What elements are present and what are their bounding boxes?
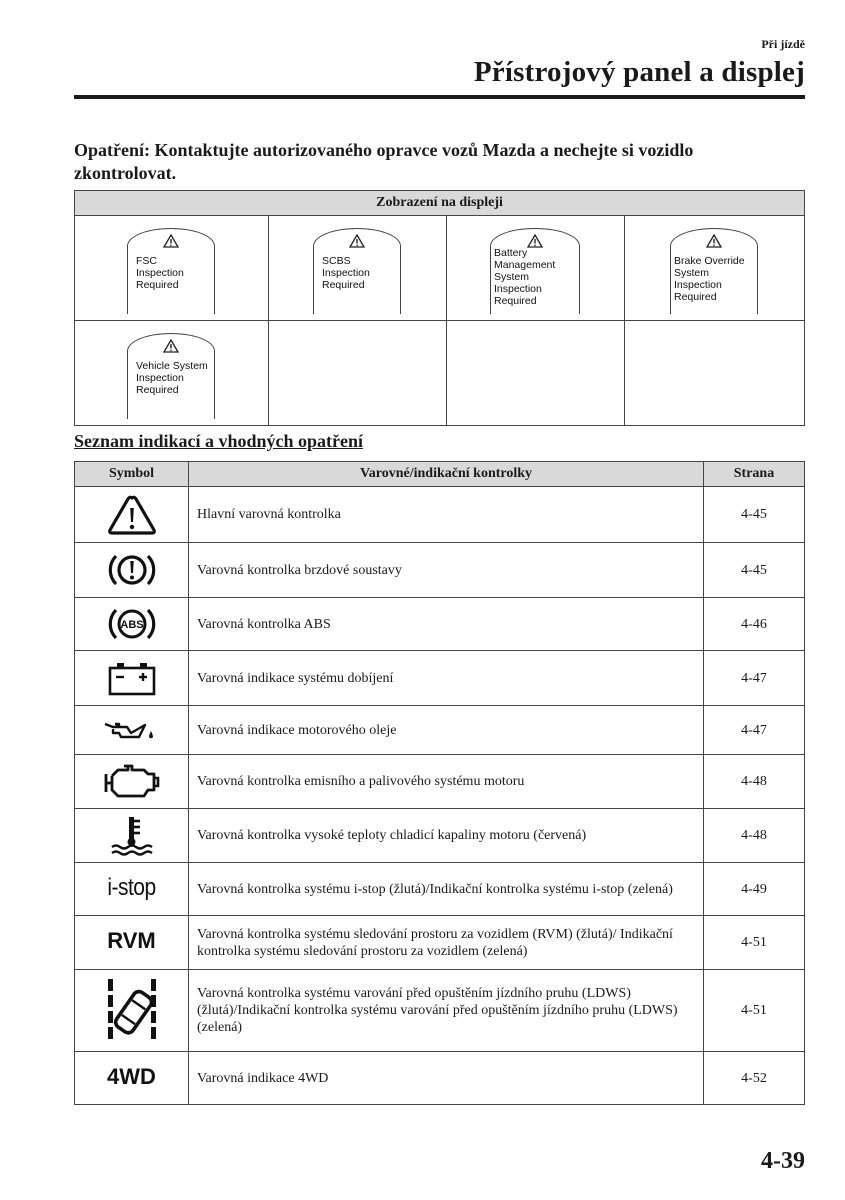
indicator-table-header-row bbox=[75, 462, 805, 487]
display-cell bbox=[75, 216, 269, 321]
display-message-panel bbox=[670, 228, 758, 314]
abs-symbol-text: ABS bbox=[119, 619, 144, 631]
page-cell: 4-52 bbox=[704, 1052, 805, 1105]
master-warning-triangle-icon bbox=[106, 494, 158, 536]
symbol-cell bbox=[75, 543, 189, 598]
list-title: Seznam indikací a vhodných opatření bbox=[74, 431, 364, 451]
description-cell: Varovná kontrolka emisního a palivového systému motoru bbox=[189, 755, 704, 809]
symbol-cell bbox=[75, 706, 189, 755]
table-row bbox=[75, 543, 805, 598]
symbol-cell bbox=[75, 1052, 189, 1105]
display-cell bbox=[75, 321, 269, 426]
table-row bbox=[75, 651, 805, 706]
page-cell: 4-48 bbox=[704, 755, 805, 809]
page-cell: 4-51 bbox=[704, 970, 805, 1052]
symbol-cell bbox=[75, 598, 189, 651]
page-title: Přístrojový panel a displej bbox=[473, 56, 805, 88]
check-engine-icon bbox=[102, 762, 162, 802]
symbol-cell bbox=[75, 863, 189, 916]
display-message-panel bbox=[490, 228, 580, 314]
display-message-text: SCBS Inspection Required bbox=[322, 255, 370, 291]
page-cell: 4-45 bbox=[704, 487, 805, 543]
display-message-panel bbox=[127, 228, 215, 314]
warning-triangle-icon bbox=[163, 339, 179, 353]
table-row bbox=[75, 970, 805, 1052]
description-cell: Varovná kontrolka systému i-stop (žlutá)/Indikační kontrolka systému i-stop (zelená) bbox=[189, 863, 704, 916]
display-message-panel bbox=[127, 333, 215, 419]
page-cell: 4-47 bbox=[704, 706, 805, 755]
description-cell: Varovná kontrolka vysoké teploty chladicí kapaliny motoru (červená) bbox=[189, 809, 704, 863]
description-cell: Varovná indikace systému dobíjení bbox=[189, 651, 704, 706]
description-cell: Varovná kontrolka ABS bbox=[189, 598, 704, 651]
title-rule bbox=[74, 95, 805, 99]
display-message-panel bbox=[313, 228, 401, 314]
i-stop-icon: i-stop bbox=[107, 874, 156, 901]
warning-triangle-icon bbox=[706, 234, 722, 248]
symbol-cell bbox=[75, 970, 189, 1052]
page-cell: 4-49 bbox=[704, 863, 805, 916]
4wd-icon: 4WD bbox=[107, 1063, 156, 1089]
symbol-cell bbox=[75, 809, 189, 863]
description-cell: Varovná kontrolka brzdové soustavy bbox=[189, 543, 704, 598]
warning-triangle-icon bbox=[527, 234, 543, 248]
symbol-cell bbox=[75, 916, 189, 970]
table-row bbox=[75, 706, 805, 755]
display-messages-table bbox=[74, 190, 805, 426]
symbol-cell bbox=[75, 487, 189, 543]
table-row bbox=[75, 755, 805, 809]
warning-triangle-icon bbox=[349, 234, 365, 248]
coolant-temperature-icon bbox=[108, 814, 156, 858]
description-cell: Varovná kontrolka systému varování před opuštěním jízdního pruhu (LDWS) (žlutá)/Indikační kontrolka systému varování před opuštěním jízdního pruhu (LDWS) (zelená) bbox=[189, 970, 704, 1052]
section-label: Při jízdě bbox=[761, 37, 805, 51]
table-row bbox=[75, 809, 805, 863]
display-cell-empty bbox=[625, 321, 805, 426]
page-number: 4-39 bbox=[761, 1148, 805, 1174]
page-cell: 4-48 bbox=[704, 809, 805, 863]
battery-charging-icon bbox=[104, 658, 160, 698]
table-row bbox=[75, 598, 805, 651]
table-row bbox=[75, 487, 805, 543]
page-cell: 4-46 bbox=[704, 598, 805, 651]
display-cell bbox=[447, 216, 625, 321]
description-cell: Varovná indikace 4WD bbox=[189, 1052, 704, 1105]
table-row bbox=[75, 1052, 805, 1105]
warning-triangle-icon bbox=[163, 234, 179, 248]
display-table-header: Zobrazení na displeji bbox=[75, 191, 805, 216]
display-message-text: FSC Inspection Required bbox=[136, 255, 184, 291]
page-cell: 4-45 bbox=[704, 543, 805, 598]
rvm-icon: RVM bbox=[107, 928, 156, 953]
ldws-icon bbox=[101, 975, 163, 1047]
display-message-text: Brake Override System Inspection Required bbox=[674, 255, 745, 303]
table-row bbox=[75, 916, 805, 970]
display-cell bbox=[625, 216, 805, 321]
column-header-description: Varovné/indikační kontrolky bbox=[189, 462, 704, 487]
engine-oil-icon bbox=[101, 715, 163, 745]
display-cell-empty bbox=[447, 321, 625, 426]
column-header-symbol: Symbol bbox=[75, 462, 189, 487]
brake-warning-icon bbox=[104, 548, 160, 592]
description-cell: Varovná indikace motorového oleje bbox=[189, 706, 704, 755]
display-message-text: Vehicle System Inspection Required bbox=[136, 360, 208, 396]
description-cell: Varovná kontrolka systému sledování prostoru za vozidlem (RVM) (žlutá)/ Indikační kontrolka systému sledování prostoru za vozidlem (zelená) bbox=[189, 916, 704, 970]
display-cell-empty bbox=[269, 321, 447, 426]
caution-text: Opatření: Kontaktujte autorizovaného opravce vozů Mazda a nechejte si vozidlo zkontrolovat. bbox=[74, 140, 694, 183]
page-cell: 4-51 bbox=[704, 916, 805, 970]
table-row bbox=[75, 863, 805, 916]
symbol-cell bbox=[75, 651, 189, 706]
page-cell: 4-47 bbox=[704, 651, 805, 706]
display-cell bbox=[269, 216, 447, 321]
abs-warning-icon bbox=[104, 602, 160, 646]
symbol-cell bbox=[75, 755, 189, 809]
description-cell: Hlavní varovná kontrolka bbox=[189, 487, 704, 543]
display-message-text: Battery Management System Inspection Required bbox=[494, 247, 556, 307]
column-header-page: Strana bbox=[704, 462, 805, 487]
indicator-table bbox=[74, 461, 805, 1105]
